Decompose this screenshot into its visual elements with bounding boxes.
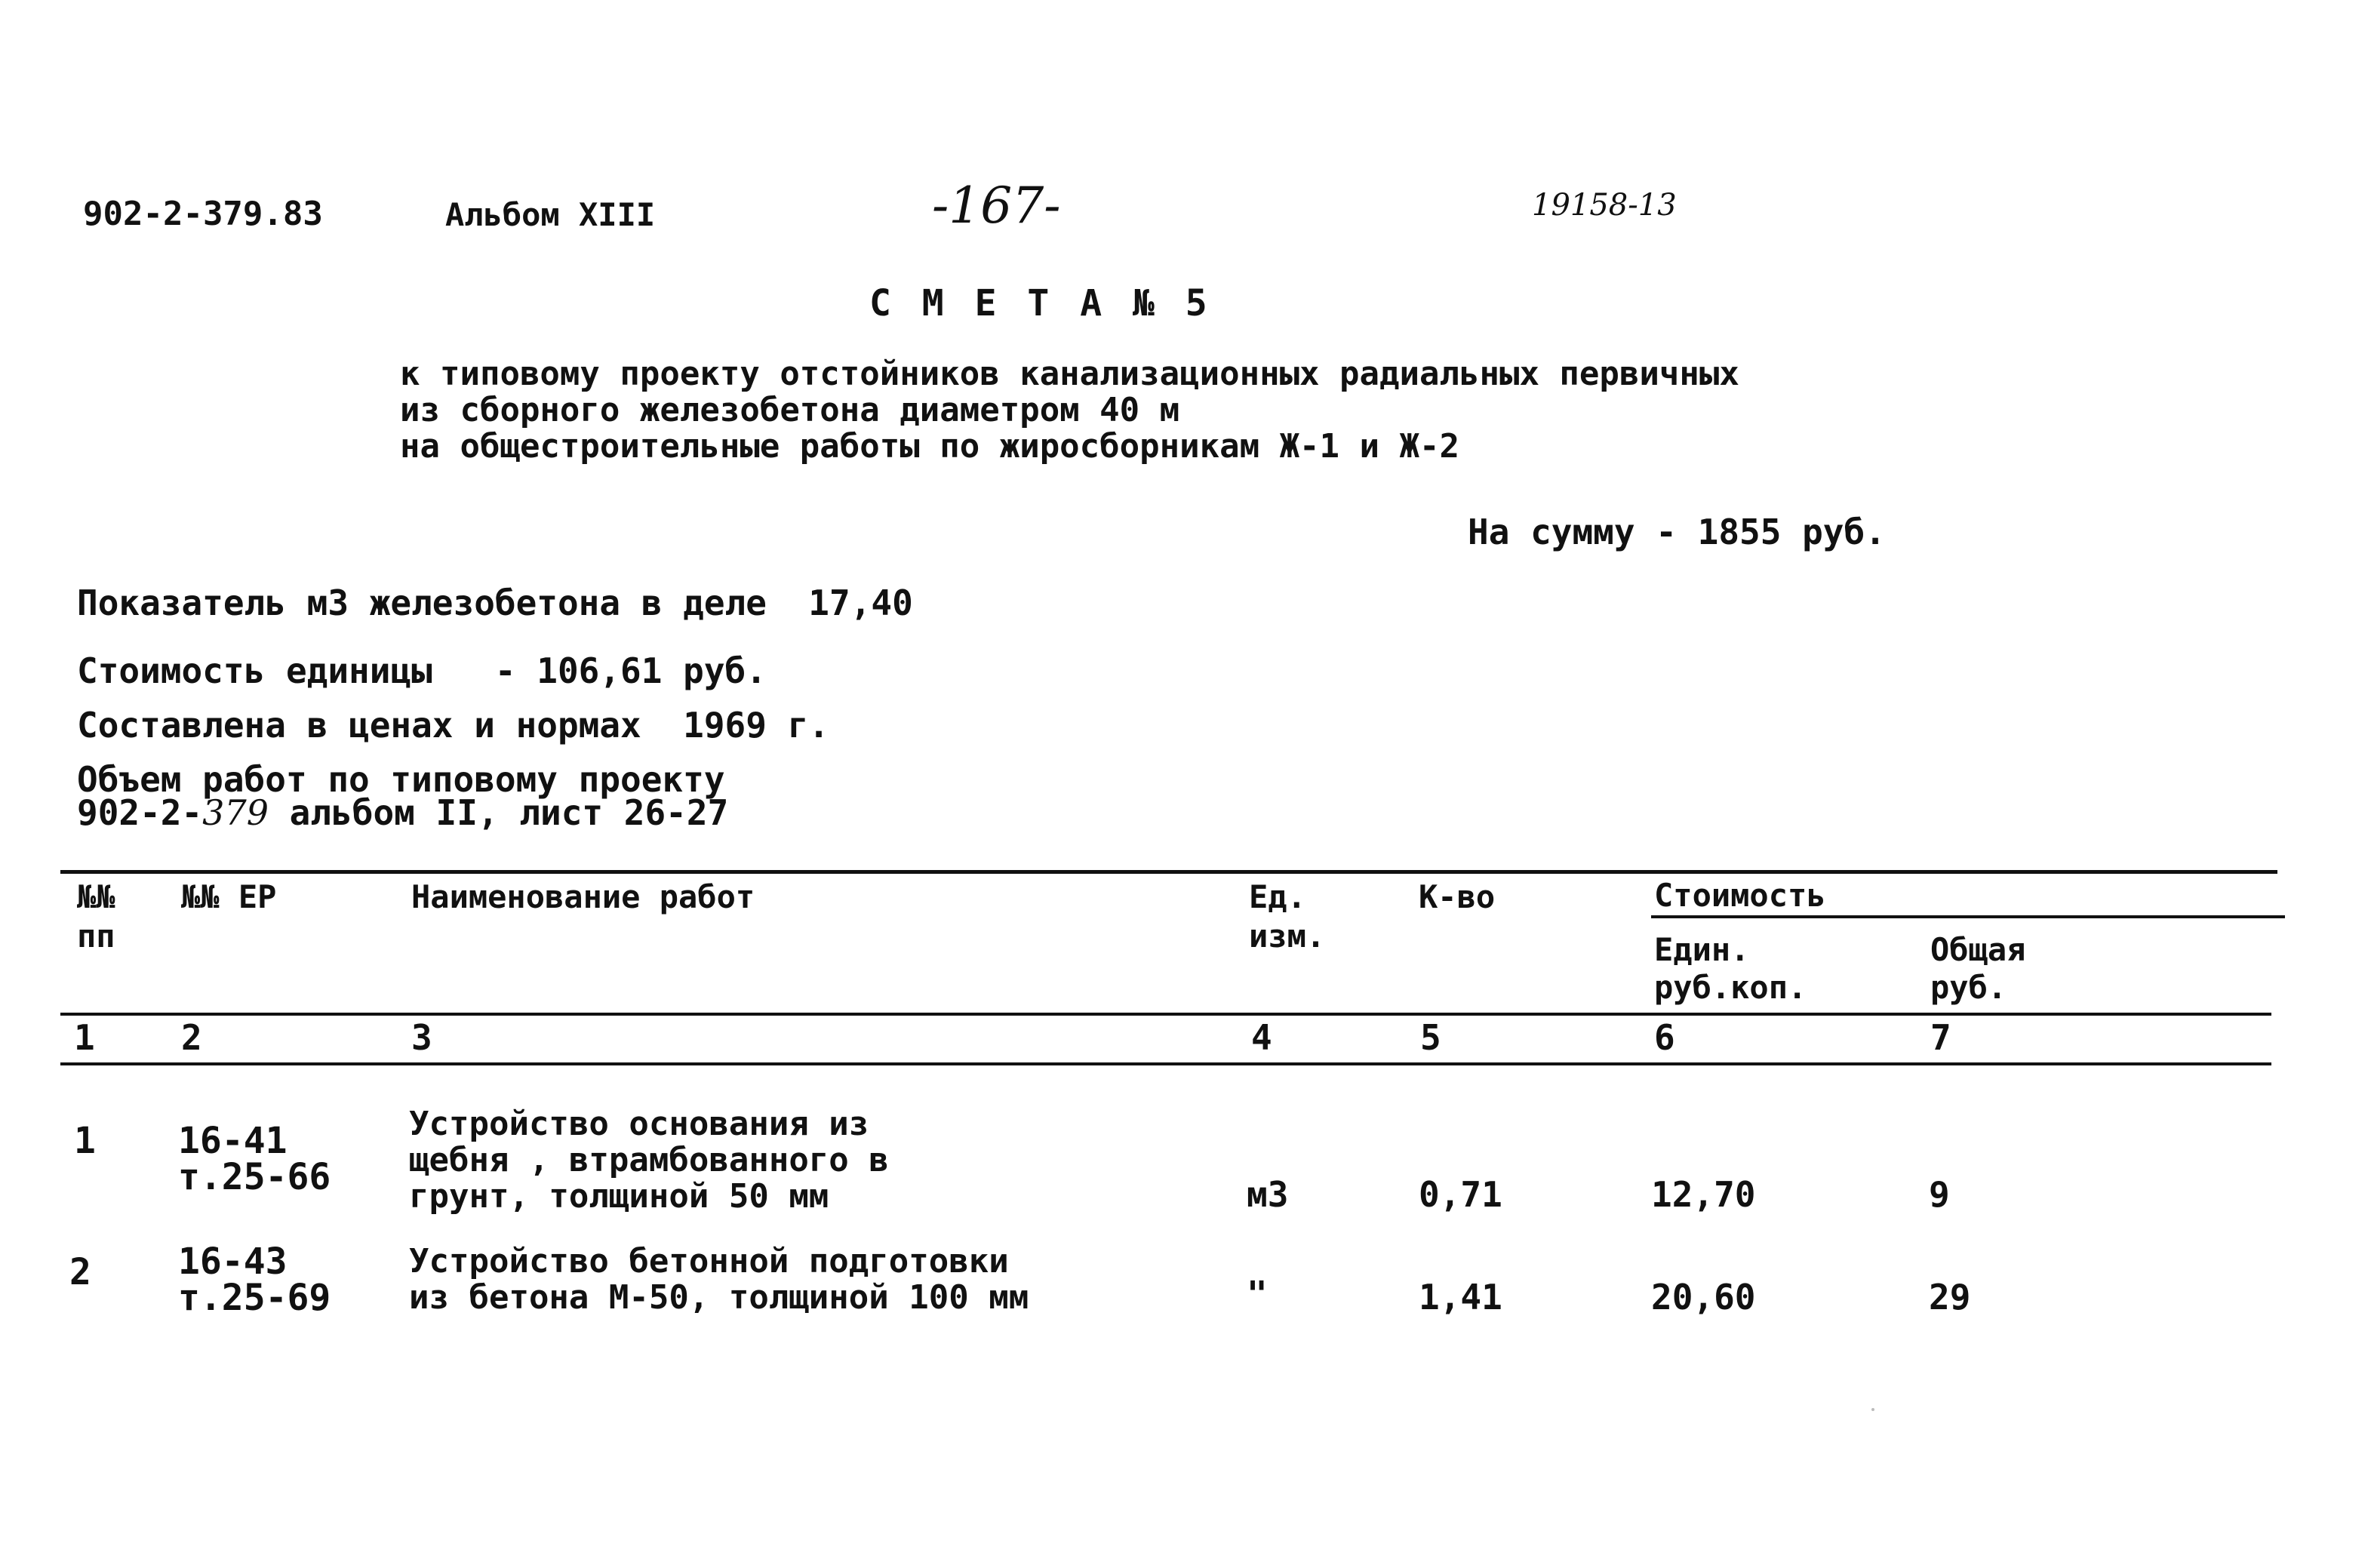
volume-code-suffix: альбом II, лист 26-27: [268, 792, 729, 833]
row-1-name-line-1: Устройство основания из: [409, 1105, 869, 1143]
row-2-er-line-2: т.25-69: [178, 1277, 331, 1319]
header-total-line-2: руб.: [1930, 969, 2007, 1006]
header-total-line-1: Общая: [1930, 931, 2026, 968]
row-1-name-line-3: грунт, толщиной 50 мм: [409, 1177, 829, 1216]
column-numbers-border: [60, 1062, 2271, 1065]
header-unit-price-line-2: руб.коп.: [1654, 969, 1807, 1006]
column-number: 3: [411, 1017, 432, 1058]
row-2-name-line-1: Устройство бетонной подготовки: [409, 1242, 1009, 1281]
volume-code-prefix: 902-2-: [77, 792, 203, 833]
table-top-border: [60, 870, 2277, 874]
row-2-number: 2: [69, 1251, 91, 1293]
column-number: 2: [181, 1017, 202, 1058]
row-1-unit-price: 12,70: [1651, 1174, 1756, 1215]
row-1-unit: м3: [1247, 1174, 1289, 1215]
header-num-line-2: пп: [77, 918, 115, 955]
subtitle-line-3: на общестроительные работы по жиросборникам Ж-1 и Ж-2: [400, 427, 1459, 466]
document-code: 902-2-379.83: [83, 195, 323, 233]
header-cost-group: Стоимость: [1654, 877, 1826, 914]
estimate-total: На сумму - 1855 руб.: [1468, 512, 1886, 552]
scan-speck: [1871, 1408, 1874, 1411]
row-2-total: 29: [1929, 1277, 1971, 1317]
unit-cost-line: Стоимость единицы - 106,61 руб.: [77, 650, 767, 691]
cost-group-divider: [1651, 915, 2285, 918]
row-1-name-line-2: щебня , втрамбованного в: [409, 1141, 889, 1179]
row-1-quantity: 0,71: [1419, 1174, 1502, 1215]
volume-line-2: [77, 792, 729, 833]
header-unit-price-line-1: Един.: [1654, 931, 1750, 968]
row-2-quantity: 1,41: [1419, 1277, 1502, 1317]
row-1-total: 9: [1929, 1174, 1950, 1215]
page-number: -167-: [932, 177, 1061, 235]
header-er: №№ ЕР: [181, 878, 277, 915]
row-2-er-line-1: 16-43: [178, 1241, 288, 1283]
subtitle-line-1: к типовому проекту отстойников канализационных радиальных первичных: [400, 355, 1739, 393]
header-unit-line-1: Ед.: [1249, 878, 1306, 915]
volume-line-1: Объем работ по типовому проекту: [77, 759, 725, 800]
column-number: 7: [1930, 1017, 1951, 1058]
prices-line: Составлена в ценах и нормах 1969 г.: [77, 705, 829, 746]
header-work-name: Наименование работ: [411, 878, 755, 915]
header-unit-line-2: изм.: [1249, 918, 1326, 955]
volume-code-handwritten: 379: [202, 792, 269, 833]
header-quantity: К-во: [1419, 878, 1496, 915]
row-2-unit: ": [1247, 1274, 1268, 1314]
column-number: 6: [1654, 1017, 1675, 1058]
column-number: 5: [1420, 1017, 1441, 1058]
row-1-number: 1: [74, 1120, 96, 1162]
column-number: 4: [1251, 1017, 1272, 1058]
header-num-line-1: №№: [77, 878, 115, 915]
row-2-unit-price: 20,60: [1651, 1277, 1756, 1317]
row-2-name-line-2: из бетона М-50, толщиной 100 мм: [409, 1278, 1029, 1317]
indicator-line: Показатель м3 железобетона в деле 17,40: [77, 583, 913, 623]
estimate-title: С М Е Т А № 5: [869, 282, 1212, 324]
row-1-er-line-1: 16-41: [178, 1120, 288, 1162]
row-1-er-line-2: т.25-66: [178, 1156, 331, 1198]
column-number: 1: [74, 1017, 95, 1058]
inventory-number: 19158-13: [1532, 188, 1677, 223]
album-label: Альбом XIII: [445, 196, 656, 233]
header-bottom-border: [60, 1013, 2271, 1016]
subtitle-line-2: из сборного железобетона диаметром 40 м: [400, 391, 1180, 429]
